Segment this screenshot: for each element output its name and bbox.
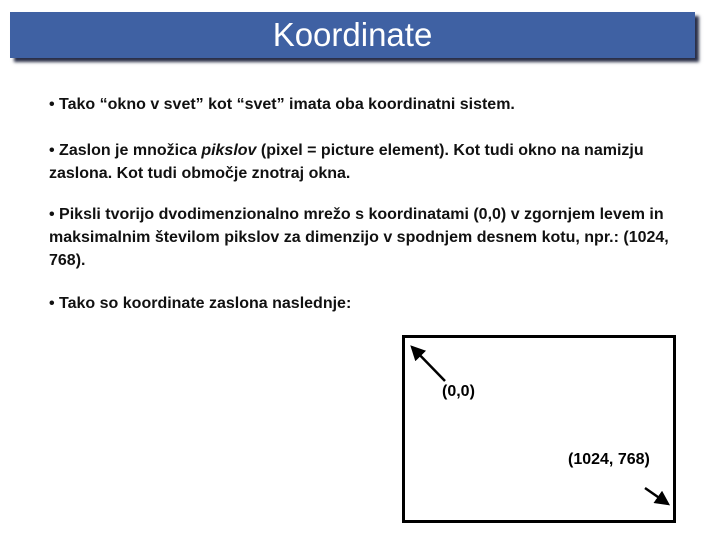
slide-title: Koordinate [272,16,433,53]
bullet-text: (pixel = picture element). Kot tudi okno na namizju zaslona. Kot tudi območje znotraj okna. [49,142,644,182]
bullet-emphasis: pikslov [201,142,257,159]
bullet-text: • Tako “okno v svet” kot “svet” imata oba koordinatni sistem. [49,96,515,113]
bullet-text: • Zaslon je množica [49,142,202,159]
bullet-text: • Piksli tvorijo dvodimenzionalno mrežo s koordinatami (0,0) v zgornjem levem in maksimalnim številom pikslov za dimenzijo v spodnjem desnem kotu, npr.: (1024, 768). [49,206,669,269]
arrow-down-right-icon [645,488,668,504]
max-label: (1024, 768) [568,451,650,468]
origin-label: (0,0) [442,383,475,400]
bullet-text: • Tako so koordinate zaslona naslednje: [49,295,352,312]
arrow-up-left-icon [412,347,445,381]
